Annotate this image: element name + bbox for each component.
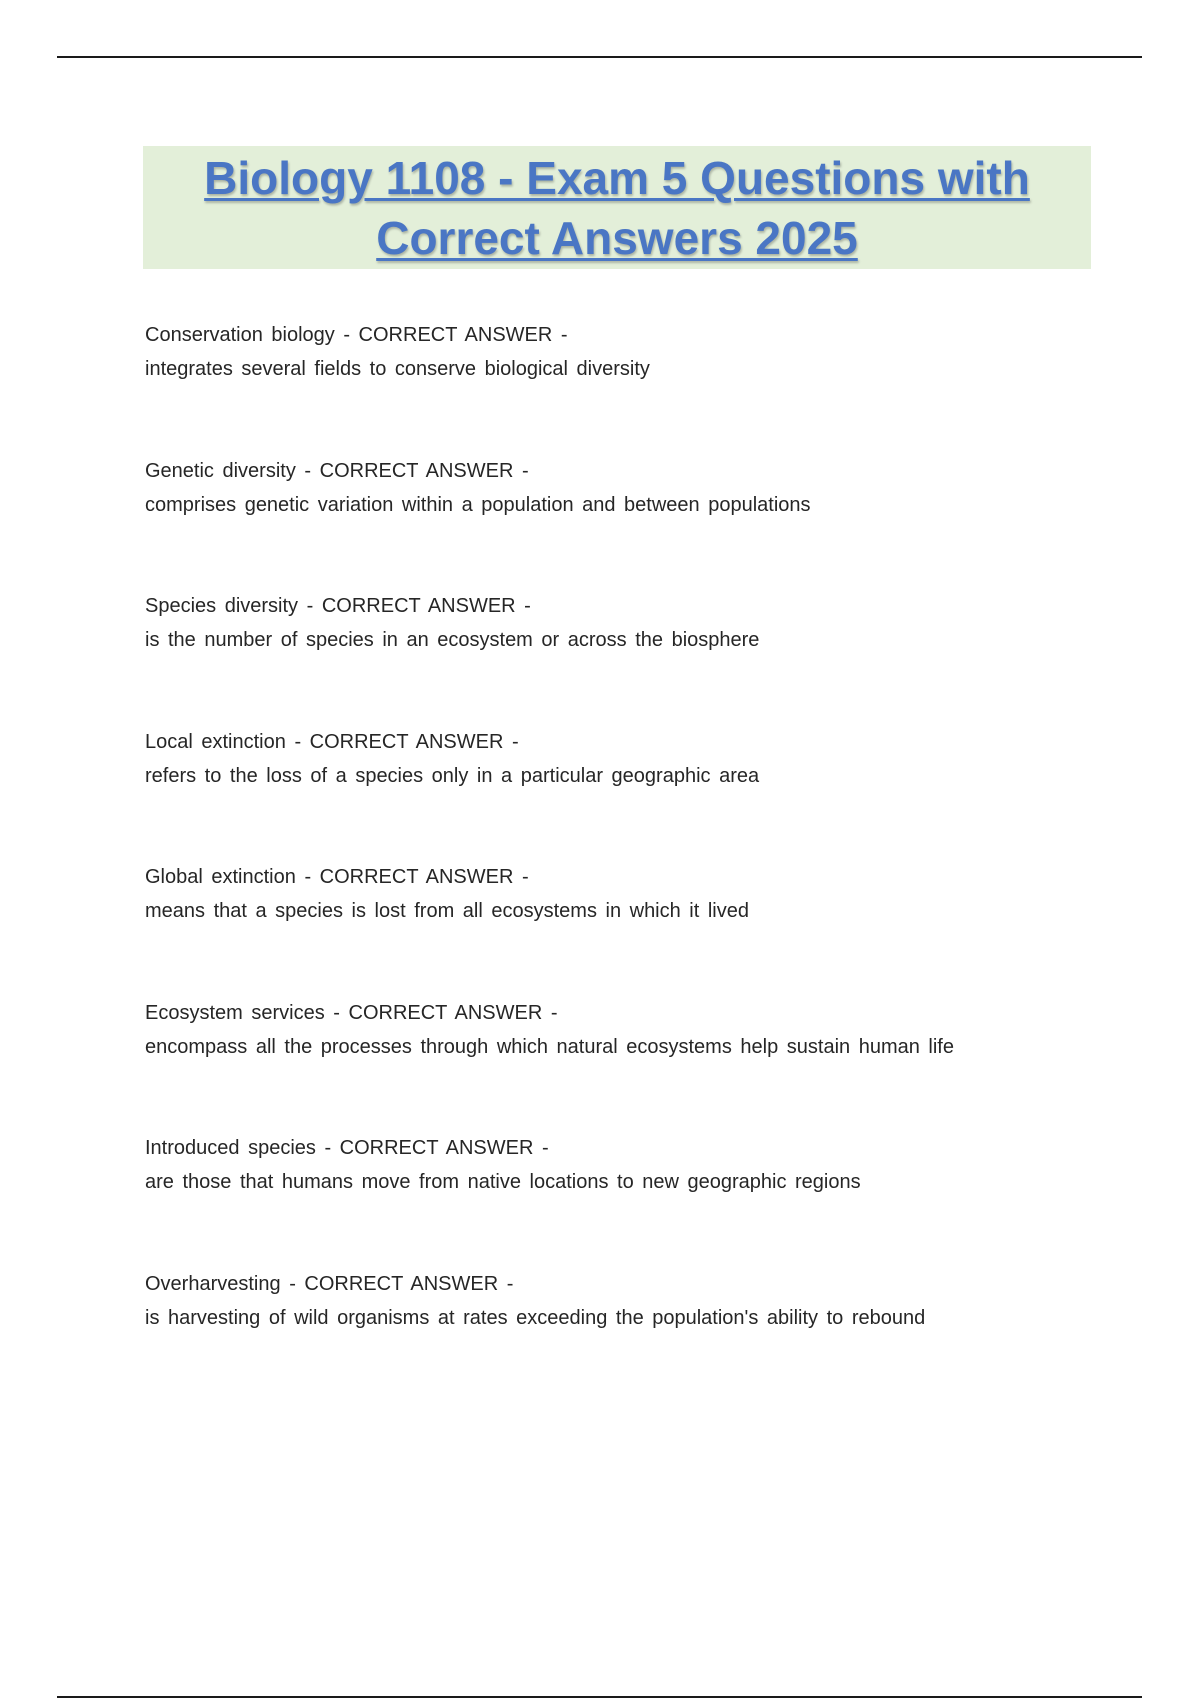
qa-question-line <box>145 860 1145 894</box>
top-rule <box>57 56 1142 58</box>
qa-answer: is harvesting of wild organisms at rates exceeding the population's ability to rebound <box>145 1306 926 1329</box>
qa-item <box>145 454 1145 590</box>
qa-term: Conservation biology <box>145 324 335 346</box>
qa-answer: are those that humans move from native locations to new geographic regions <box>145 1171 861 1193</box>
qa-answer: encompass all the processes through which natural ecosystems help sustain human life <box>145 1035 954 1058</box>
answer-marker: - CORRECT ANSWER - <box>289 1272 514 1295</box>
document-title-line-2: Correct Answers 2025 <box>376 211 858 264</box>
qa-answer: comprises genetic variation within a population and between populations <box>145 493 811 516</box>
answer-marker: - CORRECT ANSWER - <box>306 595 531 617</box>
answer-marker: - CORRECT ANSWER - <box>333 1001 558 1024</box>
document-title-line-1: Biology 1108 - Exam 5 Questions with <box>204 151 1030 204</box>
qa-term: Local extinction <box>145 730 286 753</box>
qa-question-line <box>145 589 1145 623</box>
bottom-rule <box>57 1696 1142 1698</box>
qa-item <box>145 996 1145 1132</box>
qa-item <box>145 589 1145 725</box>
qa-question-line <box>145 1267 1145 1301</box>
qa-question-line <box>145 454 1145 488</box>
answer-marker: - CORRECT ANSWER - <box>304 459 529 482</box>
qa-question-line <box>145 318 1145 352</box>
qa-item <box>145 318 1145 454</box>
qa-answer: refers to the loss of a species only in a particular geographic area <box>145 764 760 787</box>
title-banner <box>143 146 1091 269</box>
answer-marker: - CORRECT ANSWER - <box>304 866 529 888</box>
qa-item <box>145 860 1145 996</box>
qa-term: Species diversity <box>145 595 299 617</box>
qa-answer: means that a species is lost from all ecosystems in which it lived <box>145 900 749 922</box>
answer-marker: - CORRECT ANSWER - <box>343 324 568 346</box>
qa-list <box>145 318 1145 1402</box>
qa-answer: is the number of species in an ecosystem or across the biosphere <box>145 629 760 651</box>
qa-item <box>145 725 1145 861</box>
qa-question-line <box>145 1131 1145 1165</box>
qa-term: Ecosystem services <box>145 1001 325 1024</box>
qa-question-line <box>145 996 1145 1030</box>
qa-question-line <box>145 725 1145 759</box>
answer-marker: - CORRECT ANSWER - <box>294 730 519 753</box>
qa-answer: integrates several fields to conserve biological diversity <box>145 358 650 380</box>
qa-term: Overharvesting <box>145 1272 281 1295</box>
qa-item <box>145 1267 1145 1403</box>
qa-term: Introduced species <box>145 1137 316 1159</box>
qa-item <box>145 1131 1145 1267</box>
qa-term: Global extinction <box>145 866 296 888</box>
qa-term: Genetic diversity <box>145 459 296 482</box>
answer-marker: - CORRECT ANSWER - <box>324 1137 549 1159</box>
